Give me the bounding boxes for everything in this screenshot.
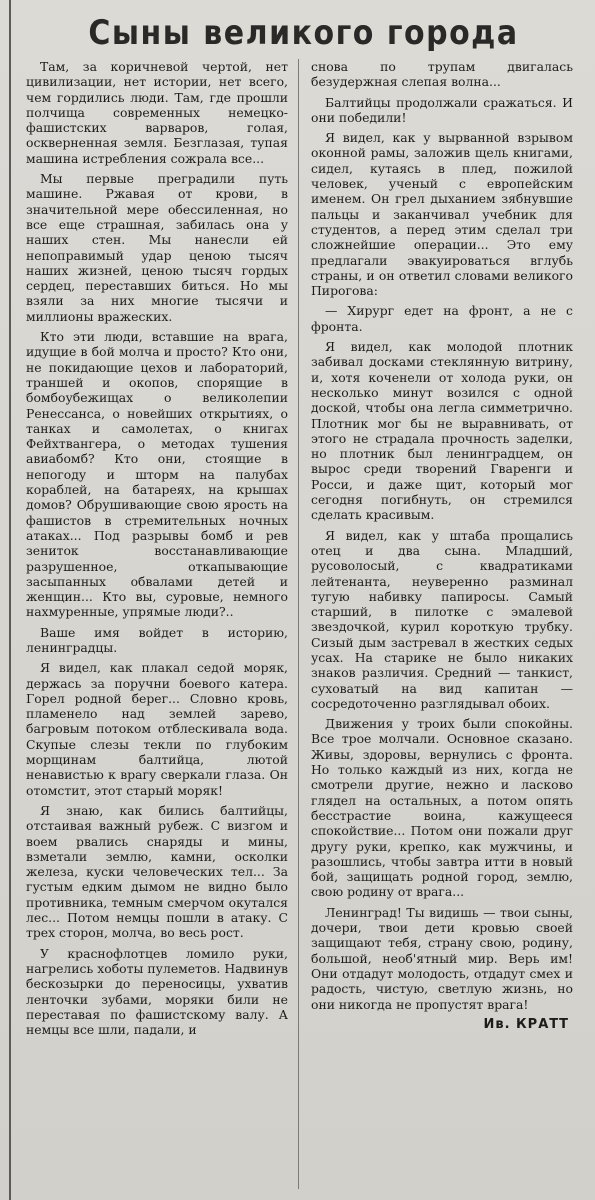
paragraph: Я знаю, как бились балтийцы, отстаивая важный рубеж. С визгом и воем рвались снаряды и мины, взметали землю, камни, осколки железа, куски человеческих тел... За густым едким дымом не видно было противника, темным смерчом окутался лес... Потом немцы пошли в атаку. С трех сторон, молча, во весь рост.: [26, 802, 288, 941]
paragraph: Движения у троих были спокойны. Все трое молчали. Основное сказано. Живы, здоровы, вернулись с фронта. Но только каждый из них, когда не смотрели другие, нежно и ласково глядел на остальных, а потом опять бесстрастие воина, кажущееся спокойствие... Потом они пожали друг другу руки, крепко, как мужчины, и разошлись, чтобы завтра итти в новый бой, защищать родной город, землю, свою родину от врага...: [311, 716, 573, 900]
page-left-rule: [9, 0, 11, 1200]
paragraph: У краснофлотцев ломило руки, нагрелись хоботы пулеметов. Надвинув бескозырки до переносицы, ухватив ленточки зубами, моряки били не переставая по фашистскому валу. А немцы все шли, падали, и: [26, 945, 288, 1038]
paragraph-continued: снова по трупам двигалась безудержная слепая волна...: [311, 59, 573, 90]
left-column: [26, 59, 288, 1042]
author-signature: Ив. КРАТТ: [483, 1016, 569, 1032]
paragraph: Я видел, как у вырванной взрывом оконной рамы, заложив щель книгами, сидел, кутаясь в плед, пожилой человек, ученый с европейским именем. Он грел дыханием зябнувшие пальцы и заканчивал учебник для студентов, а перед этим сделал три сложнейшие операции... Это ему предлагали эвакуироваться вглубь страны, и он ответил словами великого Пирогова:: [311, 130, 573, 299]
column-divider: [298, 59, 299, 1189]
article-body: [26, 59, 581, 1042]
paragraph: Там, за коричневой чертой, нет цивилизации, нет истории, нет всего, чем гордились люди. Там, где прошли полчища современных немецко-фашистских варваров, голая, оскверненная земля. Безглазая, тупая машина истребления сожрала все...: [26, 59, 288, 166]
paragraph: Мы первые преградили путь машине. Ржавая от крови, в значительной мере обессиленная, но все еще страшная, забилась она у наших стен. Мы нанесли ей непоправимый удар ценою тысяч наших жизней, ценою тысяч гордых сердец, переставших биться. Но мы взяли за них многие тысячи и миллионы вражеских.: [26, 171, 288, 324]
paragraph: Ваше имя войдет в историю, ленинградцы.: [26, 624, 288, 655]
paragraph: Я видел, как плакал седой моряк, держась за поручни боевого катера. Горел родной берег... Словно кровь, пламенело над землей зарево, багровым потоком отблескивала вода. Скупые слезы текли по глубоким морщинам балтийца, лютой ненавистью к врагу сверкали глаза. Он отомстит, этот старый моряк!: [26, 660, 288, 798]
right-column: [311, 59, 573, 1042]
paragraph: Балтийцы продолжали сражаться. И они победили!: [311, 94, 573, 125]
paragraph: Я видел, как молодой плотник забивал досками стеклянную витрину, и, хотя коченели от холода руки, он несколько минут возился с одной доской, чтобы она легла симметрично. Плотник мог бы не выравнивать, от этого не страдала прочность заделки, но плотник был ленинградцем, он вырос среди творений Гваренги и Росси, и даже щит, который мог сегодня погибнуть, он стремился сделать красивым.: [311, 339, 573, 523]
paragraph: Я видел, как у штаба прощались отец и два сына. Младший, русоволосый, с квадратиками лейтенанта, неуверенно разминал тугую набивку папиросы. Самый старший, в пилотке с эмалевой звездочкой, курил короткую трубку. Сизый дым застревал в жестких седых усах. На старике не было никаких знаков различия. Средний — танкист, суховатый на вид капитан — сосредоточенно разглядывал обоих.: [311, 527, 573, 711]
article-headline: Сыны великого города: [88, 13, 519, 54]
paragraph: — Хирург едет на фронт, а не с фронта.: [311, 303, 573, 334]
paragraph: Кто эти люди, вставшие на врага, идущие в бой молча и просто? Кто они, не покидающие цехов и лабораторий, траншей и окопов, спорящие в бомбоубежищах о великолепии Ренессанса, о новейших открытиях, о танках и самолетах, о книгах Фейхтвангера, о методах тушения авиабомб? Кто они, стоящие в непогоду и шторм на палубах кораблей, на батареях, на крышах домов? Обрушивающие свою ярость на фашистов в стремительных ночных атаках... Под разрывы бомб и рев зениток восстанавливающие разрушенное, откапывающие засыпанных обвалами детей и женщин... Кто вы, суровые, немного нахмуренные, упрямые люди?..: [26, 329, 288, 620]
paragraph: Ленинград! Ты видишь — твои сыны, дочери, твои дети кровью своей защищают тебя, страну свою, родину, большой, необ'ятный мир. Верь им! Они отдадут молодость, отдадут смех и радость, чистую, светлую жизнь, но они никогда не пропустят врага!: [311, 904, 573, 1012]
